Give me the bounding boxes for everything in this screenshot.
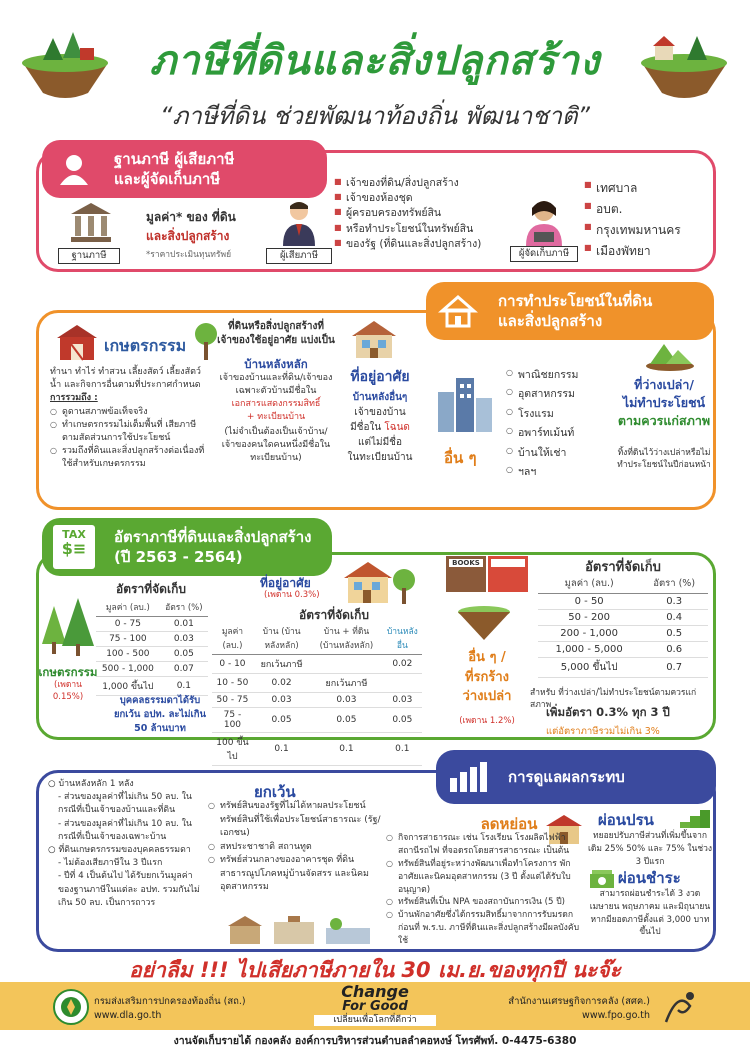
install-desc: สามารถผ่อนชำระได้ 3 งวด เมษายน พฤษภาคม และมิถุนายน หากมียอดภาษีตั้งแต่ 3,000 บาทขึ้นไป	[589, 889, 711, 938]
table-row	[212, 708, 422, 733]
table-row	[96, 617, 208, 632]
agri-list	[50, 406, 208, 471]
exempt-title: ยกเว้น	[254, 783, 296, 801]
list-item: ○ กิจการสาธารณะ เช่น โรงเรียน โรงผลิตไฟฟ้า สถานีรถไฟ ที่จอดรถโดยสารสาธารณะ เป็นต้น	[386, 832, 582, 858]
table-cell: 0.03	[160, 632, 208, 647]
agri-rate-note: บุคคลธรรมดาได้รับยกเว้น อปท. ละไม่เกิน 50 ล้านบาท	[113, 695, 207, 734]
table-cell: ยกเว้นภาษี	[253, 655, 310, 674]
other-rate-title: อัตราที่จัดเก็บ	[585, 560, 661, 575]
table-cell: 200 - 1,000	[538, 626, 640, 642]
vacant-desc: ทิ้งที่ดินไว้ว่างเปล่าหรือไม่ทำประโยชน์ในปีก่อนหน้า	[617, 448, 711, 470]
list-item: ■ เมืองพัทยา	[584, 241, 714, 262]
agri-include-label: การรวมถึง :	[50, 393, 98, 403]
tax-base-banner-text: ฐานภาษี ผู้เสียภาษี และผู้จัดเก็บภาษี	[114, 149, 235, 188]
table-cell: 0.03	[310, 693, 382, 708]
steps-icon	[678, 804, 712, 830]
cfg-line2: For Good	[342, 999, 408, 1014]
fpo-name: สำนักงานเศรษฐกิจการคลัง (สศค.)	[508, 996, 650, 1007]
collector-label: ผู้จัดเก็บภาษี	[510, 246, 578, 262]
rate-increase: เพิ่มอัตรา 0.3% ทุก 3 ปี	[546, 705, 670, 719]
table-cell: 10 - 50	[212, 674, 253, 693]
table-cell: 0.05	[383, 708, 422, 733]
other-rate-label-3: ว่างเปล่า	[462, 689, 512, 704]
fpo-logo-icon	[656, 986, 700, 1028]
public-buildings-icon	[226, 912, 376, 946]
table-cell: 0.1	[383, 733, 422, 766]
list-item: ■ เทศบาล	[584, 178, 714, 199]
list-item: ○ ที่ดินเกษตรกรรมของบุคคลธรรมดา	[48, 844, 191, 855]
table-header: มูลค่า (ลบ.)	[212, 622, 253, 655]
land-use-banner-text: การทำประโยชน์ในที่ดิน และสิ่งปลูกสร้าง	[498, 291, 653, 330]
list-item: ■ หรือทำประโยชน์ในทรัพย์สิน	[334, 222, 514, 237]
fast-food-shop-icon	[488, 556, 528, 592]
other-list	[506, 366, 616, 483]
dla-url[interactable]: www.dla.go.th	[94, 1010, 162, 1021]
house-relief-list	[48, 778, 206, 910]
table-row	[96, 647, 208, 662]
list-item: ■ กรุงเทพมหานคร	[584, 220, 714, 241]
table-cell: 75 - 100	[96, 632, 160, 647]
main-home-title: บ้านหลังหลัก	[244, 357, 308, 371]
land-use-banner	[426, 282, 714, 340]
table-row	[538, 594, 708, 610]
dla-logo-icon	[52, 988, 90, 1026]
table-header: อัตรา (%)	[160, 598, 208, 617]
table-cell: 0.1	[253, 733, 310, 766]
other-rate-table	[538, 574, 708, 678]
table-cell: 0.05	[253, 708, 310, 733]
table-header: บ้าน (บ้านหลังหลัก)	[253, 622, 310, 655]
table-cell: 0.03	[253, 693, 310, 708]
collector-list	[584, 178, 714, 262]
main-home-note: (ไม่จำเป็นต้องเป็นเจ้าบ้าน/เจ้าของคนใดคนหนึ่งมีชื่อในทะเบียนบ้าน)	[221, 427, 331, 464]
agri-desc: ทำนา ทำไร่ ทำสวน เลี้ยงสัตว์ เลี้ยงสัตว์น้ำ และกิจการอื่นตามที่ประกาศกำหนด	[50, 367, 201, 391]
contact-line: งานจัดเก็บรายได้ กองคลัง องค์การบริหารส่วนตำบลลำคอหงษ์ โทรศัพท์. 0-4475-6380	[173, 1035, 577, 1047]
table-cell: 75 - 100	[212, 708, 253, 733]
businessman-icon	[278, 198, 320, 246]
table-cell	[383, 674, 422, 693]
list-item: ○ ดูดานสภาพข้อเท็จจริง	[50, 406, 208, 419]
bank-icon	[66, 200, 116, 250]
ease-desc: ทยอยปรับภาษีส่วนที่เพิ่มขึ้นจากเดิม 25% 50% และ 75% ในช่วง 3 ปีแรก	[587, 831, 713, 867]
other-home-desc4: ในทะเบียนบ้าน	[347, 452, 413, 463]
table-cell: 1,000 - 5,000	[538, 642, 640, 658]
other-rate-label-2: ที่รกร้าง	[464, 669, 510, 685]
tax-base-banner	[42, 140, 327, 198]
agri-rate-cap: (เพดาน 0.15%)	[52, 680, 84, 702]
fpo-url[interactable]: www.fpo.go.th	[582, 1010, 650, 1021]
table-cell: 0.5	[640, 626, 708, 642]
list-item: ○ ทรัพย์สินของรัฐที่ไม่ได้หาผลประโยชน์ ทรัพย์สินที่ใช้เพื่อประโยชน์สาธารณะ (รัฐ/เอกชน)	[208, 800, 384, 841]
agri-title: เกษตรกรรม	[104, 336, 187, 355]
list-item: ○ บ้านให้เช่า	[506, 444, 616, 463]
table-header: มูลค่า (ลบ.)	[96, 598, 160, 617]
list-item: - ไม่ต้องเสียภาษีใน 3 ปีแรก	[58, 858, 163, 869]
table-cell: 0.1	[160, 677, 208, 696]
list-item-text: บ้านหลังหลัก 1 หลัง	[58, 779, 134, 789]
table-row	[212, 674, 422, 693]
floating-island-icon	[18, 18, 113, 103]
main-home-doc: เอกสารแสดงกรรมสิทธิ์	[231, 399, 321, 410]
table-cell: 0.4	[640, 610, 708, 626]
impact-banner-text: การดูแลผลกระทบ	[508, 767, 625, 786]
list-item: ■ เจ้าของห้องชุด	[334, 191, 514, 206]
impact-banner	[436, 750, 716, 804]
table-header: บ้าน + ที่ดิน (บ้านหลังหลัก)	[310, 622, 382, 655]
cfg-line1: Change	[341, 982, 409, 1001]
vacant-title-3: ตามควรแก่สภาพ	[617, 413, 711, 429]
list-item: ○ ทรัพย์สินที่เป็น NPA ของสถาบันการเงิน (5 ปี)	[386, 896, 582, 909]
list-item: ■ เจ้าของที่ดิน/สิ่งปลูกสร้าง	[334, 176, 514, 191]
list-item: ○ อพาร์ทเม้นท์	[506, 424, 616, 443]
table-header: อัตรา (%)	[640, 574, 708, 594]
tax-doc-icon: TAX $≡	[42, 518, 106, 576]
table-cell: 0.6	[640, 642, 708, 658]
list-item: ○ ทรัพย์ส่วนกลางของอาคารชุด ที่ดินสาธารณูปโภคหมู่บ้านจัดสรร และนิคมอุตสาหกรรม	[208, 854, 384, 895]
agri-rate-table	[96, 598, 208, 696]
table-row	[96, 632, 208, 647]
main-home-desc: เจ้าของบ้านและที่ดิน/เจ้าของเฉพาะตัวบ้านมีชื่อใน	[219, 373, 333, 397]
table-cell: 0 - 50	[538, 594, 640, 610]
exempt-list	[208, 800, 384, 895]
list-item: ○ ฯลฯ	[506, 463, 616, 482]
list-item: ○ รวมถึงที่ดินและสิ่งปลูกสร้างต่อเนื่องที่ใช้สำหรับเกษตรกรรม	[50, 445, 208, 471]
taxpayer-label: ผู้เสียภาษี	[266, 248, 332, 264]
table-cell: 0.05	[310, 708, 382, 733]
table-row	[538, 626, 708, 642]
table-cell: 100 ขึ้นไป	[212, 733, 253, 766]
table-row	[212, 655, 422, 674]
table-header: มูลค่า (ลบ.)	[538, 574, 640, 594]
floating-island-icon	[637, 18, 732, 103]
vacant-title-2: ไม่ทำประโยชน์	[622, 395, 706, 411]
table-cell: 0.7	[640, 658, 708, 678]
other-home-title: บ้านหลังอื่นๆ	[352, 392, 408, 403]
res-intro: ที่ดินหรือสิ่งปลูกสร้างที่เจ้าของใช้อยู่อาศัย แบ่งเป็น	[217, 321, 335, 346]
list-item: ○ บ้านหลังหลัก 1 หลัง	[48, 779, 134, 789]
tax-rate-banner-text: อัตราภาษีที่ดินและสิ่งปลูกสร้าง (ปี 2563 - 2564)	[114, 527, 312, 566]
other-title: อื่น ๆ	[444, 449, 477, 467]
table-cell: 0.07	[160, 662, 208, 677]
barn-icon	[54, 322, 100, 362]
other-home-desc2: มีชื่อใน	[350, 422, 382, 433]
list-item: - ส่วนของมูลค่าที่ไม่เกิน 50 ลบ. ในกรณีที่เป็นเจ้าของบ้านและที่ดิน	[58, 792, 192, 816]
residential-house-icon	[350, 318, 398, 360]
table-cell: 50 - 200	[538, 610, 640, 626]
table-row	[96, 677, 208, 696]
table-cell: 0.03	[383, 693, 422, 708]
list-item-text: ที่ดินเกษตรกรรมของบุคคลธรรมดา	[58, 844, 191, 855]
list-item: ■ ผู้ครอบครองทรัพย์สิน	[334, 206, 514, 221]
list-item: ○ ทำเกษตรกรรมไม่เต็มพื้นที่ เสียภาษีตามสัดส่วนการใช้ประโยชน์	[50, 419, 208, 445]
page-title: ภาษีที่ดินและสิ่งปลูกสร้าง	[149, 38, 601, 84]
rate-max-note: แต่อัตราภาษีรวมไม่เกิน 3%	[546, 726, 660, 737]
bookstore-sign: BOOKS	[449, 559, 483, 567]
city-buildings-icon	[434, 372, 498, 436]
bar-chart-icon	[436, 750, 500, 804]
table-cell: 5,000 ขึ้นไป	[538, 658, 640, 678]
tax-base-label: ฐานภาษี	[58, 248, 120, 264]
list-item: - ส่วนของมูลค่าที่ไม่เกิน 10 ลบ. ในกรณีที่เป็นเจ้าของเฉพาะบ้าน	[58, 818, 192, 842]
table-cell: 0 - 10	[212, 655, 253, 674]
page-subtitle: “ภาษีที่ดิน ช่วยพัฒนาท้องถิ่น พัฒนาชาติ”	[160, 102, 590, 130]
list-item: ○ ทรัพย์สินที่อยู่ระหว่างพัฒนาเพื่อทำโครงการ พักอาศัยและนิคมอุตสาหกรรม (3 ปี ตั้งแต่ได้รับใบอนุญาต)	[386, 858, 582, 897]
house-with-tree-icon	[338, 556, 418, 606]
other-rate-label-1: อื่น ๆ /	[468, 650, 506, 665]
tax-rate-banner	[42, 518, 332, 576]
other-rate-cap: (เพดาน 1.2%)	[459, 716, 515, 726]
list-item: ○ พาณิชยกรรม	[506, 366, 616, 385]
list-item: ○ อุตสาหกรรม	[506, 385, 616, 404]
table-cell: 50 - 75	[212, 693, 253, 708]
agri-rate-title: อัตราที่จัดเก็บ	[116, 582, 186, 596]
table-cell: ยกเว้นภาษี	[310, 674, 382, 693]
res-rate-label: ที่อยู่อาศัย	[260, 576, 311, 590]
table-cell: 0 - 75	[96, 617, 160, 632]
table-row	[538, 658, 708, 678]
table-cell: 0.02	[383, 655, 422, 674]
list-item: ■ ของรัฐ (ที่ดินและสิ่งปลูกสร้าง)	[334, 237, 514, 252]
res-rate-table	[212, 622, 422, 766]
res-title: ที่อยู่อาศัย	[350, 369, 410, 385]
other-home-doc: โฉนด	[384, 422, 410, 433]
table-cell: 0.05	[160, 647, 208, 662]
deadline-reminder: อย่าลืม !!! ไปเสียภาษีภายใน 30 เม.ย.ของทุกปี นะจ๊ะ	[129, 958, 621, 982]
list-item: ■ อบต.	[584, 199, 714, 220]
table-header: บ้านหลังอื่น	[383, 622, 422, 655]
table-row	[212, 733, 422, 766]
table-cell: 100 - 500	[96, 647, 160, 662]
agri-rate-label: เกษตรกรรม	[38, 665, 98, 679]
dla-name: กรมส่งเสริมการปกครองท้องถิ่น (สถ.)	[94, 996, 246, 1007]
other-home-desc1: เจ้าของบ้าน	[354, 407, 406, 418]
bookstore-icon	[446, 556, 486, 592]
list-item: ○ โรงแรม	[506, 405, 616, 424]
table-row	[538, 610, 708, 626]
tax-base-value-line1: มูลค่า* ของ ที่ดิน	[146, 210, 236, 224]
table-cell	[310, 655, 382, 674]
taxpayer-list	[334, 176, 514, 252]
res-rate-cap: (เพดาน 0.3%)	[264, 590, 320, 600]
house-icon	[426, 282, 490, 340]
cfg-line3: เปลี่ยนเพื่อโลกที่ดีกว่า	[314, 1015, 436, 1026]
table-row	[212, 693, 422, 708]
list-item: ○ สหประชาชาติ สถานทูต	[208, 841, 384, 855]
vacant-title-1: ที่ว่างเปล่า/	[634, 377, 694, 392]
table-row	[538, 642, 708, 658]
table-row	[96, 662, 208, 677]
tax-base-note: *ราคาประเมินทุนทรัพย์	[146, 250, 232, 260]
tax-doc-label: TAX	[62, 528, 86, 541]
trees-icon	[38, 594, 96, 656]
user-icon	[42, 140, 106, 198]
reduce-title: ลดหย่อน	[480, 815, 538, 833]
table-cell: 500 - 1,000	[96, 662, 160, 677]
tax-base-value-line2: และสิ่งปลูกสร้าง	[146, 229, 230, 243]
reduce-list	[386, 832, 582, 948]
barren-land-icon	[456, 600, 512, 642]
collector-icon	[520, 196, 568, 246]
table-cell: 0.02	[253, 674, 310, 693]
install-title: ผ่อนชำระ	[618, 869, 681, 887]
table-cell: 1,000 ขึ้นไป	[96, 677, 160, 696]
table-cell: 0.01	[160, 617, 208, 632]
list-item: ○ บ้านพักอาศัยซึ่งได้กรรมสิทธิ์มาจากการรับมรดก ก่อนที่ พ.ร.บ. ภาษีที่ดินและสิ่งปลูกสร้างมีผลบังคับใช้	[386, 909, 582, 948]
vacant-land-icon	[644, 336, 696, 372]
res-rate-title: อัตราที่จัดเก็บ	[299, 608, 369, 622]
vacant-rate-note: สำหรับ ที่ว่างเปล่า/ไม่ทำประโยชน์ตามควรแก่สภาพ	[530, 688, 697, 710]
table-cell: 0.1	[310, 733, 382, 766]
list-item: - ปีที่ 4 เป็นต้นไป ได้รับยกเว้นมูลค่าของฐานภาษีในแต่ละ อปท. รวมกันไม่เกิน 50 ลบ. เป็นการถาวร	[58, 871, 200, 908]
main-home-plus: + ทะเบียนบ้าน	[246, 412, 306, 423]
ease-title: ผ่อนปรน	[598, 811, 654, 829]
other-home-desc3: แต่ไม่มีชื่อ	[358, 437, 402, 448]
table-cell: 0.3	[640, 594, 708, 610]
